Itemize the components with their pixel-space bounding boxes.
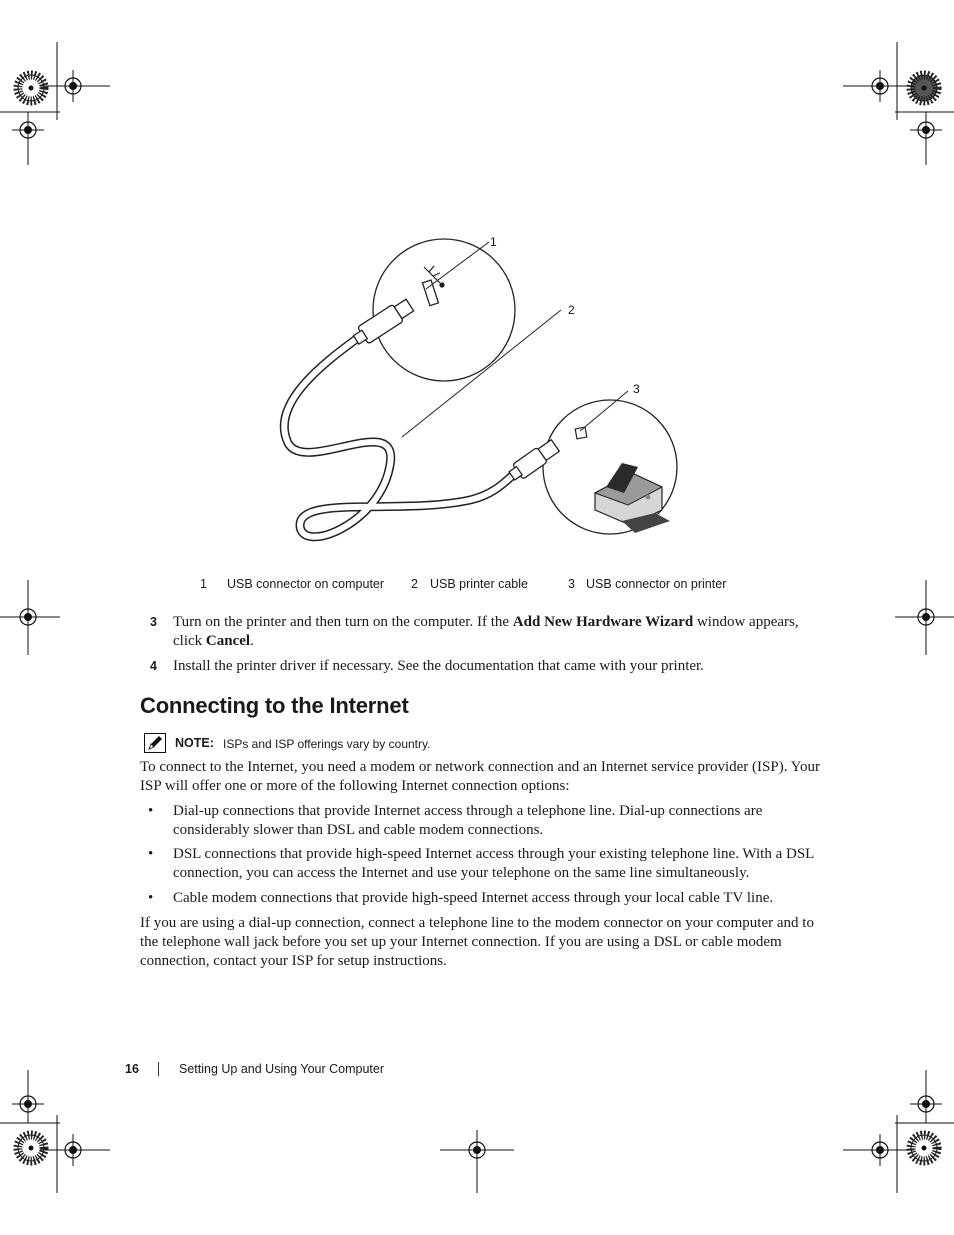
- legend-number: 2: [411, 577, 418, 591]
- section-title: Connecting to the Internet: [140, 693, 409, 718]
- bullet-text: Dial-up connections that provide Internet access through a telephone line. Dial-up connections are considerably slower than DSL and cable modem connections.: [173, 803, 763, 838]
- legend-label: USB connector on computer: [227, 577, 385, 591]
- note-text: ISPs and ISP offerings vary by country.: [223, 737, 431, 751]
- color-wheel-mark: [18, 75, 44, 101]
- step-number: 4: [150, 659, 157, 673]
- bullet-marker: •: [148, 846, 154, 862]
- callout-1: 1: [490, 235, 497, 249]
- usb-printer-illustration: [250, 225, 700, 570]
- color-wheel-mark: [18, 1135, 44, 1161]
- color-wheel-mark: [911, 1135, 937, 1161]
- bullet-marker: •: [148, 890, 154, 906]
- note-label: NOTE:: [175, 736, 214, 750]
- step-text: Install the printer driver if necessary. See the documentation that came with your printer.: [173, 658, 704, 674]
- page-number: 16: [125, 1062, 139, 1076]
- closing-paragraph: If you are using a dial-up connection, connect a telephone line to the modem connector on your computer and to the telephone wall jack before you set up your Internet connection. If you are using a DSL or cable modem connection, contact your ISP for setup instructions.: [140, 915, 814, 969]
- bullet-text: Cable modem connections that provide high-speed Internet access through your local cable TV line.: [173, 890, 774, 906]
- callout-2: 2: [568, 303, 575, 317]
- legend-label: USB printer cable: [430, 577, 528, 591]
- wizard-name: Add New Hardware Wizard: [512, 614, 694, 630]
- legend-number: 1: [200, 577, 207, 591]
- step-number: 3: [150, 615, 157, 629]
- bullet-text: DSL connections that provide high-speed Internet access through your existing telephone line. With a DSL connection, you can access the Internet and use your telephone on the same line simultaneously.: [173, 846, 814, 881]
- printer-usb-port: [575, 427, 587, 439]
- note-pencil-icon: [144, 733, 166, 753]
- step-text: Turn on the printer and then turn on the computer. If the Add New Hardware Wizard window appears, click Cancel.: [173, 614, 799, 649]
- footer-divider: [158, 1062, 159, 1076]
- callout-3: 3: [633, 382, 640, 396]
- legend-number: 3: [568, 577, 575, 591]
- note-callout: [140, 733, 820, 755]
- bullet-marker: •: [148, 803, 154, 819]
- intro-paragraph: To connect to the Internet, you need a modem or network connection and an Internet service provider (ISP). Your ISP will offer one or more of the following Internet connection options:: [140, 759, 820, 794]
- color-wheel-mark: [911, 75, 937, 101]
- footer-section-name: Setting Up and Using Your Computer: [179, 1062, 384, 1076]
- cancel-label: Cancel: [205, 633, 251, 649]
- legend-label: USB connector on printer: [586, 577, 727, 591]
